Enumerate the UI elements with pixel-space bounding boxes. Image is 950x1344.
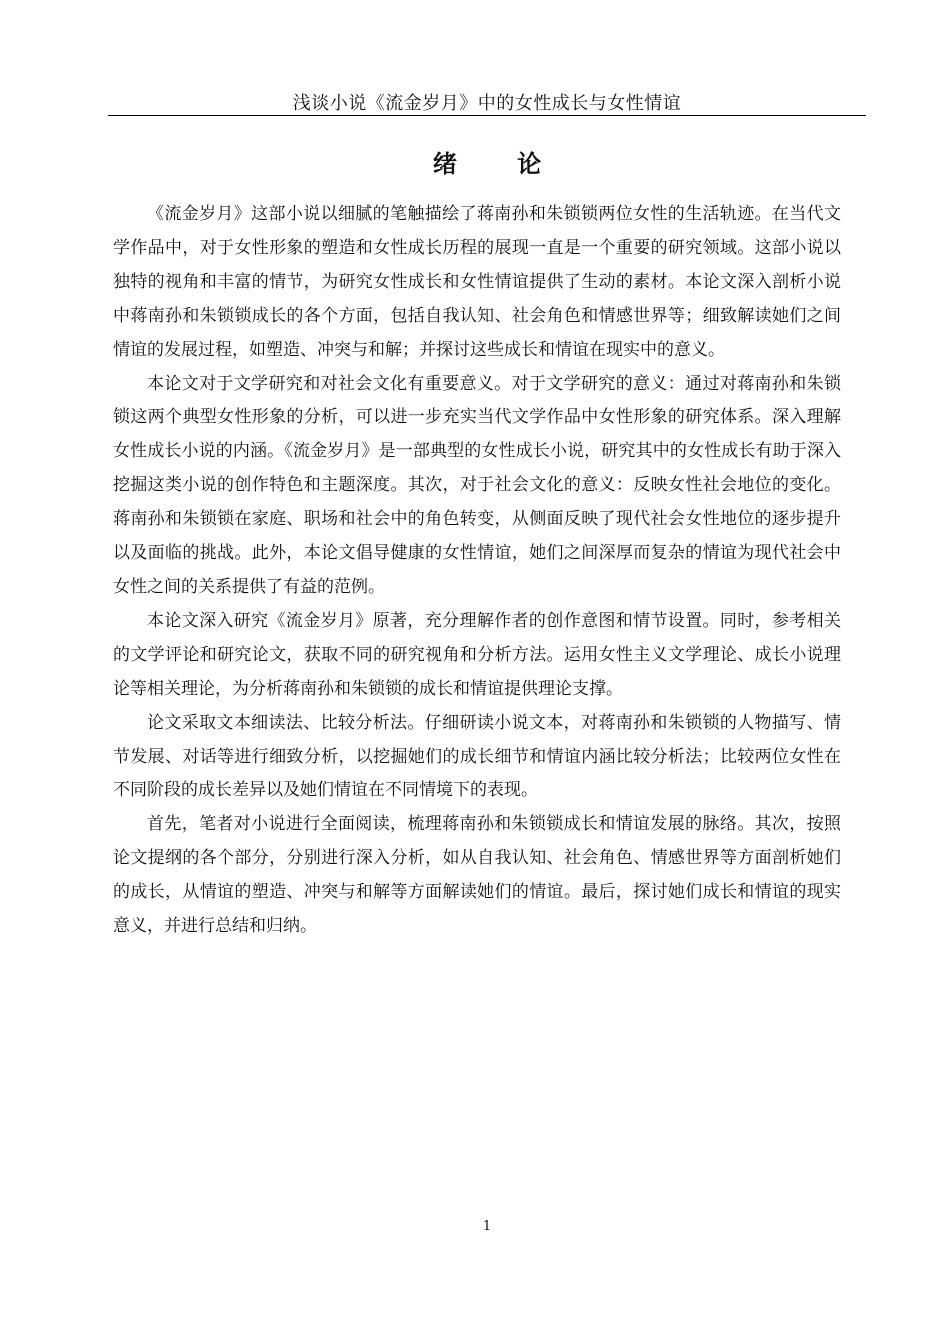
paragraph-1: 《流金岁月》这部小说以细腻的笔触描绘了蒋南孙和朱锁锁两位女性的生活轨迹。在当代文学作品中，对于女性形象的塑造和女性成长历程的展现一直是一个重要的研究领域。这部小说以独特的视角和丰富的情节，为研究女性成长和女性情谊提供了生动的素材。本论文深入剖析小说中蒋南孙和朱锁锁成长的各个方面，包括自我认知、社会角色和情感世界等；细致解读她们之间情谊的发展过程，如塑造、冲突与和解；并探讨这些成长和情谊在现实中的意义。 bbox=[113, 204, 841, 360]
running-header-title: 浅谈小说《流金岁月》中的女性成长与女性情谊 bbox=[292, 93, 682, 114]
paragraph-2: 本论文对于文学研究和对社会文化有重要意义。对于文学研究的意义：通过对蒋南孙和朱锁锁这两个典型女性形象的分析，可以进一步充实当代文学作品中女性形象的研究体系。深入理解女性成长小说的内涵。《流金岁月》是一部典型的女性成长小说，研究其中的女性成长有助于深入挖掘这类小说的创作特色和主题深度。其次，对于社会文化的意义：反映女性社会地位的变化。蒋南孙和朱锁锁在家庭、职场和社会中的角色转变，从侧面反映了现代社会女性地位的逐步提升以及面临的挑战。此外，本论文倡导健康的女性情谊，她们之间深厚而复杂的情谊为现代社会中女性之间的关系提供了有益的范例。 bbox=[113, 373, 841, 597]
header-divider bbox=[108, 115, 866, 116]
chapter-title: 绪 论 bbox=[432, 149, 568, 178]
body-text bbox=[113, 198, 841, 944]
paragraph-4: 论文采取文本细读法、比较分析法。仔细研读小说文本，对蒋南孙和朱锁锁的人物描写、情节发展、对话等进行细致分析，以挖掘她们的成长细节和情谊内涵比较分析法；比较两位女性在不同阶段的成长差异以及她们情谊在不同情境下的表现。 bbox=[113, 712, 841, 801]
paragraph-3: 本论文深入研究《流金岁月》原著，充分理解作者的创作意图和情节设置。同时，参考相关的文学评论和研究论文，获取不同的研究视角和分析方法。运用女性主义文学理论、成长小说理论等相关理论，为分析蒋南孙和朱锁锁的成长和情谊提供理论支撑。 bbox=[113, 610, 841, 699]
paragraph-5: 首先，笔者对小说进行全面阅读，梳理蒋南孙和朱锁锁成长和情谊发展的脉络。其次，按照论文提纲的各个部分，分别进行深入分析，如从自我认知、社会角色、情感世界等方面剖析她们的成长，从情谊的塑造、冲突与和解等方面解读她们的情谊。最后，探讨她们成长和情谊的现实意义，并进行总结和归纳。 bbox=[113, 814, 841, 937]
page-number: 1 bbox=[482, 1219, 492, 1234]
